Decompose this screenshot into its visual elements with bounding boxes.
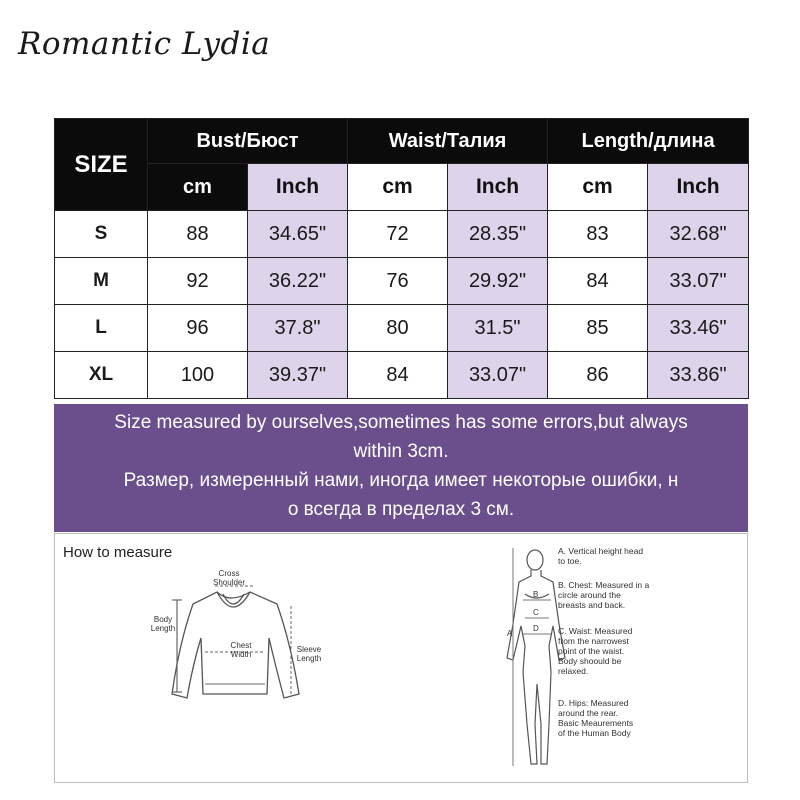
table-cell: 76 <box>348 258 448 305</box>
table-cell: 39.37" <box>248 352 348 399</box>
unit-header-cm: cm <box>348 164 448 211</box>
unit-header-cm: cm <box>548 164 648 211</box>
table-row <box>55 211 749 258</box>
note-line: Size measured by ourselves,sometimes has some errors,but always <box>114 412 688 433</box>
table-row <box>55 352 749 399</box>
note-line: Размер, измеренный нами, иногда имеет некоторые ошибки, н <box>123 470 679 491</box>
table-cell: 37.8" <box>248 305 348 352</box>
note-line: within 3cm. <box>353 441 449 462</box>
table-cell: 33.46" <box>648 305 749 352</box>
note-line: о всегда в пределах 3 см. <box>287 499 515 520</box>
brand-logo: Romantic Lydia <box>18 26 271 62</box>
table-cell: 34.65" <box>248 211 348 258</box>
label-body-length: Length <box>150 624 176 633</box>
unit-header-cm: cm <box>148 164 248 211</box>
body-letter-c: C <box>533 608 539 617</box>
label-chest-width: Width <box>230 650 252 659</box>
body-letter-d: D <box>533 624 539 633</box>
legend-item-a: A. Vertical height head to toe. <box>558 546 644 566</box>
table-cell: 32.68" <box>648 211 749 258</box>
table-cell: 83 <box>548 211 648 258</box>
size-chart-table <box>54 118 749 399</box>
legend-item-c: C. Waist: Measured from the narrowest point of the waist. Body shoould be relaxed. <box>558 626 633 676</box>
table-row <box>55 305 749 352</box>
table-cell: 33.07" <box>648 258 749 305</box>
measurement-note <box>54 404 748 532</box>
table-cell: 86 <box>548 352 648 399</box>
label-sleeve-length: Length <box>296 654 322 663</box>
body-figure-icon <box>507 550 565 764</box>
body-letter-a: A <box>507 629 513 638</box>
table-cell: 33.07" <box>448 352 548 399</box>
table-cell: 96 <box>148 305 248 352</box>
table-row <box>55 258 749 305</box>
table-cell: 80 <box>348 305 448 352</box>
size-label: XL <box>55 352 148 399</box>
table-cell: 28.35" <box>448 211 548 258</box>
size-label: S <box>55 211 148 258</box>
table-cell: 33.86" <box>648 352 749 399</box>
table-cell: 85 <box>548 305 648 352</box>
size-header: SIZE <box>55 119 148 211</box>
unit-header-inch: Inch <box>248 164 348 211</box>
table-cell: 72 <box>348 211 448 258</box>
how-to-measure-panel <box>54 533 748 783</box>
label-chest: Chest <box>230 641 252 650</box>
unit-header-inch: Inch <box>448 164 548 211</box>
label-shoulder: Shoulder <box>212 578 246 587</box>
legend-item-b: B. Chest: Measured in a circle around the breasts and back. <box>558 580 650 610</box>
table-cell: 92 <box>148 258 248 305</box>
how-to-measure-title: How to measure <box>63 544 173 561</box>
body-letter-b: B <box>533 590 539 599</box>
label-body: Body <box>153 615 173 624</box>
size-label: M <box>55 258 148 305</box>
table-cell: 31.5" <box>448 305 548 352</box>
group-header-bust: Bust/Бюст <box>148 119 348 164</box>
table-cell: 36.22" <box>248 258 348 305</box>
table-cell: 100 <box>148 352 248 399</box>
table-cell: 88 <box>148 211 248 258</box>
unit-header-inch: Inch <box>648 164 749 211</box>
label-cross: Cross <box>218 569 240 578</box>
group-header-length: Length/длина <box>548 119 749 164</box>
table-cell: 84 <box>348 352 448 399</box>
table-cell: 84 <box>548 258 648 305</box>
group-header-waist: Waist/Талия <box>348 119 548 164</box>
legend-item-d: D. Hips: Measured around the rear. Basic Meaurements of the Human Body <box>558 698 634 738</box>
size-label: L <box>55 305 148 352</box>
label-sleeve: Sleeve <box>296 645 322 654</box>
table-cell: 29.92" <box>448 258 548 305</box>
